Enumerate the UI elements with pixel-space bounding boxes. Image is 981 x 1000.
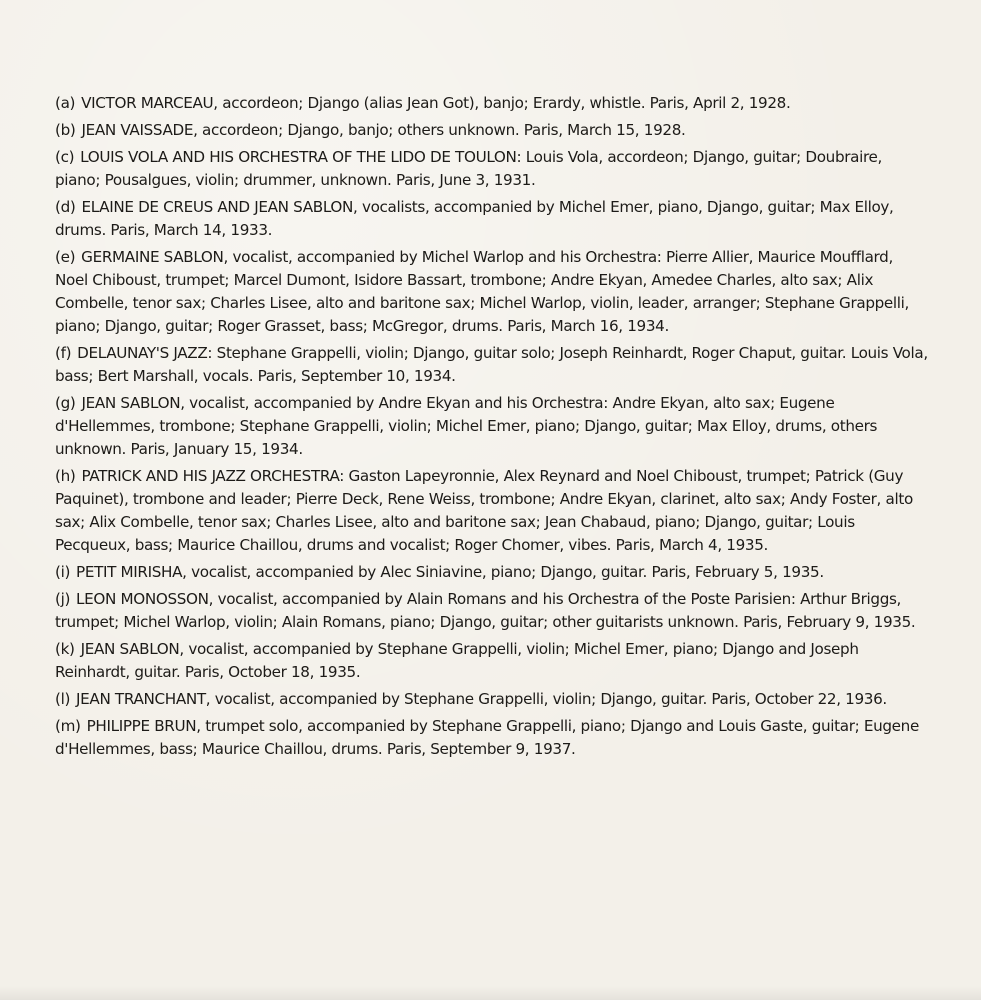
discography-entry-j	[55, 588, 929, 634]
entry-text: GERMAINE SABLON, vocalist, accompanied by Michel Warlop and his Orchestra: Pierre Allier, Maurice Moufflard, Noel Chiboust, trumpet; Marcel Dumont, Isidore Bassart, trombone; Andre Ekyan, Amedee Charles, alto sax; Alix Combelle, tenor sax; Charles Lisee, alto and baritone sax; Michel Warlop, violin, leader, arranger; Stephane Grappelli, piano; Django, guitar; Roger Grasset, bass; McGregor, drums. Paris, March 16, 1934.	[55, 248, 909, 335]
entry-text: VICTOR MARCEAU, accordeon; Django (alias Jean Got), banjo; Erardy, whistle. Paris, April 2, 1928.	[81, 94, 791, 112]
entry-text: PETIT MIRISHA, vocalist, accompanied by Alec Siniavine, piano; Django, guitar. Paris, February 5, 1935.	[76, 563, 824, 581]
entry-text: JEAN TRANCHANT, vocalist, accompanied by Stephane Grappelli, violin; Django, guitar. Paris, October 22, 1936.	[76, 690, 887, 708]
discography-entry-f	[55, 342, 929, 388]
entry-text: PATRICK AND HIS JAZZ ORCHESTRA: Gaston Lapeyronnie, Alex Reynard and Noel Chiboust, trumpet; Patrick (Guy Paquinet), trombone and leader; Pierre Deck, Rene Weiss, trombone; Andre Ekyan, clarinet, alto sax; Andy Foster, alto sax; Alix Combelle, tenor sax; Charles Lisee, alto and baritone sax; Jean Chabaud, piano; Django, guitar; Louis Pecqueux, bass; Maurice Chaillou, drums and vocalist; Roger Chomer, vibes. Paris, March 4, 1935.	[55, 467, 913, 554]
entry-text: LEON MONOSSON, vocalist, accompanied by Alain Romans and his Orchestra of the Poste Parisien: Arthur Briggs, trumpet; Michel Warlop, violin; Alain Romans, piano; Django, guitar; other guitarists unknown. Paris, February 9, 1935.	[55, 590, 916, 631]
entry-text: LOUIS VOLA AND HIS ORCHESTRA OF THE LIDO DE TOULON: Louis Vola, accordeon; Django, guitar; Doubraire, piano; Pousalgues, violin; drummer, unknown. Paris, June 3, 1931.	[55, 148, 882, 189]
entry-text: ELAINE DE CREUS AND JEAN SABLON, vocalists, accompanied by Michel Emer, piano, Django, guitar; Max Elloy, drums. Paris, March 14, 1933.	[55, 198, 894, 239]
discography-entry-h	[55, 465, 929, 557]
entry-marker: (i)	[55, 563, 71, 581]
entry-text: DELAUNAY'S JAZZ: Stephane Grappelli, violin; Django, guitar solo; Joseph Reinhardt, Roger Chaput, guitar. Louis Vola, bass; Bert Marshall, vocals. Paris, September 10, 1934.	[55, 344, 928, 385]
entry-text: JEAN SABLON, vocalist, accompanied by Andre Ekyan and his Orchestra: Andre Ekyan, alto sax; Eugene d'Hellemmes, trombone; Stephane Grappelli, violin; Michel Emer, piano; Django, guitar; Max Elloy, drums, others unknown. Paris, January 15, 1934.	[55, 394, 878, 458]
entry-marker: (l)	[55, 690, 71, 708]
entry-text: JEAN VAISSADE, accordeon; Django, banjo; others unknown. Paris, March 15, 1928.	[81, 121, 686, 139]
discography-entry-m	[55, 715, 929, 761]
entry-marker: (k)	[55, 640, 75, 658]
entry-marker: (e)	[55, 248, 76, 266]
entry-text: JEAN SABLON, vocalist, accompanied by Stephane Grappelli, violin; Michel Emer, piano; Django and Joseph Reinhardt, guitar. Paris, October 18, 1935.	[55, 640, 859, 681]
discography-entry-e	[55, 246, 929, 338]
entry-marker: (c)	[55, 148, 75, 166]
discography-entry-a	[55, 92, 929, 115]
entry-marker: (j)	[55, 590, 71, 608]
entry-marker: (b)	[55, 121, 76, 139]
page-edge-shadow	[0, 986, 981, 1000]
discography-entry-k	[55, 638, 929, 684]
entry-marker: (a)	[55, 94, 76, 112]
discography-entry-g	[55, 392, 929, 461]
entry-marker: (d)	[55, 198, 76, 216]
entry-marker: (g)	[55, 394, 76, 412]
discography-list	[55, 92, 929, 761]
entry-marker: (f)	[55, 344, 72, 362]
discography-entry-i	[55, 561, 929, 584]
entry-marker: (h)	[55, 467, 76, 485]
discography-entry-b	[55, 119, 929, 142]
entry-text: PHILIPPE BRUN, trumpet solo, accompanied by Stephane Grappelli, piano; Django and Louis Gaste, guitar; Eugene d'Hellemmes, bass; Maurice Chaillou, drums. Paris, September 9, 1937.	[55, 717, 919, 758]
discography-entry-d	[55, 196, 929, 242]
entry-marker: (m)	[55, 717, 81, 735]
discography-entry-l	[55, 688, 929, 711]
discography-entry-c	[55, 146, 929, 192]
